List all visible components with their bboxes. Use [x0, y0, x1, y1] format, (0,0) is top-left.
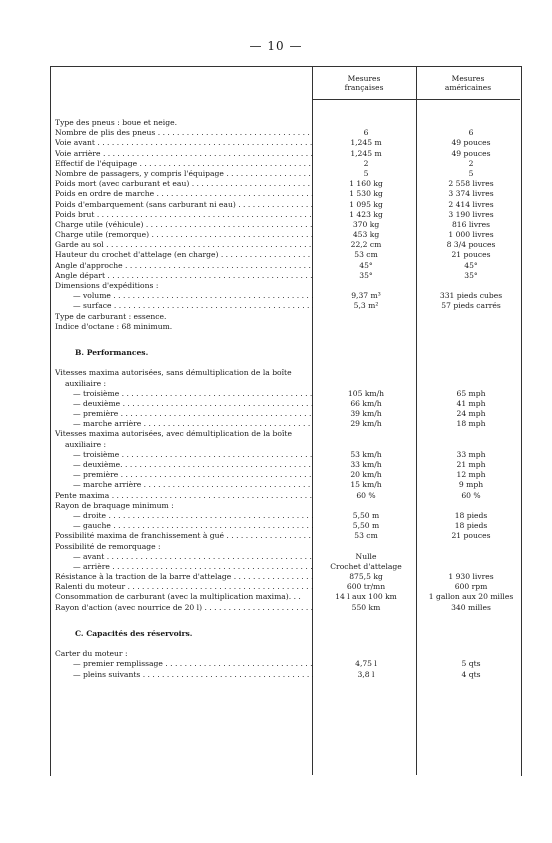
- value-american: 12 mph: [456, 470, 486, 480]
- value-american: 5: [468, 168, 474, 178]
- row-label: Voie arrière . . .: [55, 149, 313, 159]
- value-french: 20 km/h: [350, 470, 382, 480]
- section-heading: B. Performances.: [75, 347, 149, 357]
- table-row: [55, 322, 525, 332]
- table-row: [55, 670, 525, 680]
- page-number: — 10 —: [249, 39, 303, 53]
- value-american: 1 000 livres: [448, 230, 494, 240]
- row-label: — première . . .: [73, 409, 313, 419]
- value-french: 35°: [359, 270, 373, 280]
- value-french: 1,245 m: [350, 148, 382, 158]
- value-french: 29 km/h: [350, 419, 382, 429]
- value-american: 60 %: [461, 490, 481, 500]
- value-american: 57 pieds carrés: [441, 301, 501, 311]
- table-row: [55, 138, 525, 148]
- row-label: Vitesses maxima autorisées, sans démultiplication de la boîte: [55, 368, 292, 378]
- table-row: [55, 159, 525, 169]
- value-french: 53 cm: [354, 531, 378, 541]
- row-label: auxiliaire :: [65, 378, 107, 388]
- row-label: Dimensions d'expéditions :: [55, 281, 159, 290]
- row-label: Possibilité maxima de franchissement à gué . . .: [55, 531, 313, 541]
- row-label: Angle départ . . .: [55, 271, 313, 281]
- table-row: [55, 149, 525, 159]
- value-french: 53 km/h: [350, 449, 382, 459]
- table-row: [55, 552, 525, 562]
- value-american: 600 rpm: [454, 582, 488, 592]
- value-french: 5,50 m: [352, 521, 380, 531]
- value-american: 18 pieds: [454, 521, 488, 531]
- table-row: [55, 189, 525, 199]
- row-label: — premier remplissage . . .: [73, 659, 313, 669]
- table-row: [55, 348, 525, 358]
- value-american: 65 mph: [456, 388, 486, 398]
- table-row: [55, 649, 525, 659]
- table-row: [55, 118, 525, 128]
- table-row: [55, 389, 525, 399]
- value-american: 24 mph: [456, 409, 486, 419]
- value-french: 105 km/h: [347, 388, 385, 398]
- value-american: 9 mph: [458, 480, 484, 490]
- value-american: 3 190 livres: [448, 209, 494, 219]
- value-american: 2: [468, 158, 474, 168]
- table-row: [55, 419, 525, 429]
- table-row: [55, 501, 525, 511]
- value-french: 1 423 kg: [349, 209, 383, 219]
- value-american: 5 qts: [461, 659, 481, 669]
- row-label: — surface . . .: [73, 301, 313, 311]
- table-row: [55, 179, 525, 189]
- value-french: 875,5 kg: [349, 572, 383, 582]
- row-label: auxiliaire :: [65, 439, 107, 449]
- row-label: Type des pneus : boue et neige.: [55, 118, 177, 127]
- value-american: 21 pouces: [451, 250, 491, 260]
- row-label: — deuxième . . .: [73, 399, 313, 409]
- value-french: 15 km/h: [350, 480, 382, 490]
- row-label: — arrière . . .: [73, 562, 313, 572]
- row-label: — troisième . . .: [73, 450, 313, 460]
- table-row: [55, 613, 525, 629]
- value-french: 53 cm: [354, 250, 378, 260]
- table-row: [55, 301, 525, 311]
- row-label: Nombre de plis des pneus . . .: [55, 128, 313, 138]
- row-label: — pleins suivants . . .: [73, 670, 313, 680]
- value-american: 816 livres: [451, 219, 491, 229]
- row-label: Vitesses maxima autorisées, avec démultiplication de la boîte: [55, 429, 292, 439]
- table-row: [55, 562, 525, 572]
- table-row: [55, 470, 525, 480]
- table-row: [55, 592, 525, 602]
- row-label: Poids brut . . .: [55, 210, 313, 220]
- row-label: Effectif de l'équipage . . .: [55, 159, 313, 169]
- row-label: Poids en ordre de marche . . .: [55, 189, 313, 199]
- value-french: 39 km/h: [350, 409, 382, 419]
- value-american: 45°: [464, 260, 478, 270]
- row-label: Poids d'embarquement (sans carburant ni eau) . . .: [55, 200, 313, 210]
- value-american: 2 414 livres: [448, 199, 494, 209]
- value-american: 41 mph: [456, 398, 486, 408]
- value-french: 4,75 l: [355, 659, 377, 669]
- table-row: [55, 659, 525, 669]
- table-row: [55, 572, 525, 582]
- value-american: 35°: [464, 270, 478, 280]
- row-label: Possibilité de remorquage :: [55, 541, 161, 551]
- table-row: [55, 312, 525, 322]
- row-label: Pente maxima . . .: [55, 491, 313, 501]
- value-french: 370 kg: [352, 219, 380, 229]
- table-row: [55, 429, 525, 439]
- value-french: 1 530 kg: [349, 189, 383, 199]
- table-row: [55, 261, 525, 271]
- spec-table-body: [55, 118, 525, 680]
- value-french: 1,245 m: [350, 138, 382, 148]
- table-row: [55, 450, 525, 460]
- table-row: [55, 603, 525, 613]
- table-row: [55, 250, 525, 260]
- column-header-french-line2: françaises: [344, 83, 384, 92]
- row-label: — marche arrière . . .: [73, 419, 313, 429]
- table-row: [55, 220, 525, 230]
- value-american: 1 gallon aux 20 milles: [428, 592, 514, 602]
- value-french: 33 km/h: [350, 460, 382, 469]
- row-label: — gauche . . .: [73, 521, 313, 531]
- value-french: 14 l aux 100 km: [335, 592, 397, 602]
- table-row: [55, 582, 525, 592]
- row-label: Type de carburant : essence.: [55, 311, 167, 321]
- value-american: 18 mph: [456, 419, 486, 429]
- value-american: 8 3/4 pouces: [446, 240, 496, 250]
- value-french: 1 095 kg: [349, 199, 383, 209]
- row-label: — avant . . .: [73, 552, 313, 562]
- table-row: [55, 531, 525, 541]
- value-french: 5,3 m²: [353, 301, 379, 311]
- row-label: Carter du moteur :: [55, 649, 128, 659]
- column-header-american-line2: américaines: [444, 83, 492, 92]
- table-row: [55, 511, 525, 521]
- value-american: 331 pieds cubes: [439, 291, 503, 301]
- value-american: 21 mph: [456, 460, 486, 469]
- value-french: 9,37 m³: [351, 291, 381, 301]
- value-french: 45°: [359, 260, 373, 270]
- table-row: [55, 542, 525, 552]
- row-label: Nombre de passagers, y compris l'équipage . . .: [55, 169, 313, 179]
- row-label: — deuxième. . . .: [73, 460, 313, 470]
- value-american: 21 pouces: [451, 531, 491, 541]
- value-french: 66 km/h: [350, 398, 382, 408]
- value-french: Crochet d'attelage: [330, 561, 402, 571]
- table-row: [55, 409, 525, 419]
- table-row: [55, 521, 525, 531]
- row-label: Rayon de braquage minimum :: [55, 500, 174, 510]
- row-label: Charge utile (remorque) . . .: [55, 230, 313, 240]
- row-label: Garde au sol . . .: [55, 240, 313, 250]
- row-label: — première . . .: [73, 470, 313, 480]
- row-label: Ralenti du moteur . . .: [55, 582, 313, 592]
- table-row: [55, 240, 525, 250]
- value-american: 340 milles: [451, 602, 491, 612]
- value-french: 6: [363, 128, 369, 138]
- value-french: 1 160 kg: [349, 179, 383, 189]
- row-label: — marche arrière . . .: [73, 480, 313, 490]
- table-row: [55, 491, 525, 501]
- column-header-american: [416, 74, 520, 92]
- value-american: 33 mph: [456, 449, 486, 459]
- value-american: 2 558 livres: [448, 179, 494, 189]
- row-label: Voie avant . . .: [55, 138, 313, 148]
- table-row: [55, 368, 525, 378]
- table-row: [55, 639, 525, 649]
- table-row: [55, 399, 525, 409]
- row-label: Rayon d'action (avec nourrice de 20 l) . . .: [55, 603, 313, 613]
- value-american: 49 pouces: [451, 138, 491, 148]
- table-row: [55, 271, 525, 281]
- row-label: Résistance à la traction de la barre d'attelage . . .: [55, 572, 313, 582]
- row-label: — volume . . .: [73, 291, 313, 301]
- table-row: [55, 230, 525, 240]
- row-label: Consommation de carburant (avec la multiplication maxima). . .: [55, 592, 301, 602]
- row-label: Poids mort (avec carburant et eau) . . .: [55, 179, 313, 189]
- value-french: 60 %: [356, 490, 376, 500]
- value-french: 453 kg: [352, 230, 380, 240]
- column-header-french: [312, 74, 416, 92]
- table-row: [55, 210, 525, 220]
- value-french: 22,2 cm: [350, 240, 382, 250]
- value-french: 3,8 l: [357, 669, 375, 679]
- value-american: 1 930 livres: [448, 572, 494, 582]
- row-label: Indice d'octane : 68 minimum.: [55, 321, 173, 331]
- table-row: [55, 169, 525, 179]
- value-american: 6: [468, 128, 474, 138]
- value-french: 5: [363, 168, 369, 178]
- table-row: [55, 200, 525, 210]
- table-row: [55, 440, 525, 450]
- header-rule: [312, 99, 520, 100]
- value-french: 5,50 m: [352, 510, 380, 520]
- table-row: [55, 332, 525, 348]
- value-american: 3 374 livres: [448, 189, 494, 199]
- value-french: 600 tr/mn: [346, 582, 386, 592]
- row-label: Angle d'approche . . .: [55, 261, 313, 271]
- table-row: [55, 480, 525, 490]
- value-french: Nulle: [355, 551, 377, 561]
- row-label: — droite . . .: [73, 511, 313, 521]
- row-label: Charge utile (véhicule) . . .: [55, 220, 313, 230]
- value-american: 18 pieds: [454, 510, 488, 520]
- table-row: [55, 128, 525, 138]
- table-row: [55, 460, 525, 470]
- table-row: [55, 379, 525, 389]
- value-french: 2: [363, 158, 369, 168]
- section-heading: C. Capacités des réservoirs.: [75, 628, 193, 638]
- value-french: 550 km: [351, 602, 381, 612]
- column-header-american-line1: Mesures: [451, 74, 485, 83]
- value-american: 4 qts: [461, 669, 481, 679]
- table-row: [55, 358, 525, 368]
- column-header-french-line1: Mesures: [347, 74, 381, 83]
- table-row: [55, 629, 525, 639]
- table-row: [55, 291, 525, 301]
- table-row: [55, 281, 525, 291]
- row-label: Hauteur du crochet d'attelage (en charge) . . .: [55, 250, 313, 260]
- row-label: — troisième . . .: [73, 389, 313, 399]
- value-american: 49 pouces: [451, 148, 491, 158]
